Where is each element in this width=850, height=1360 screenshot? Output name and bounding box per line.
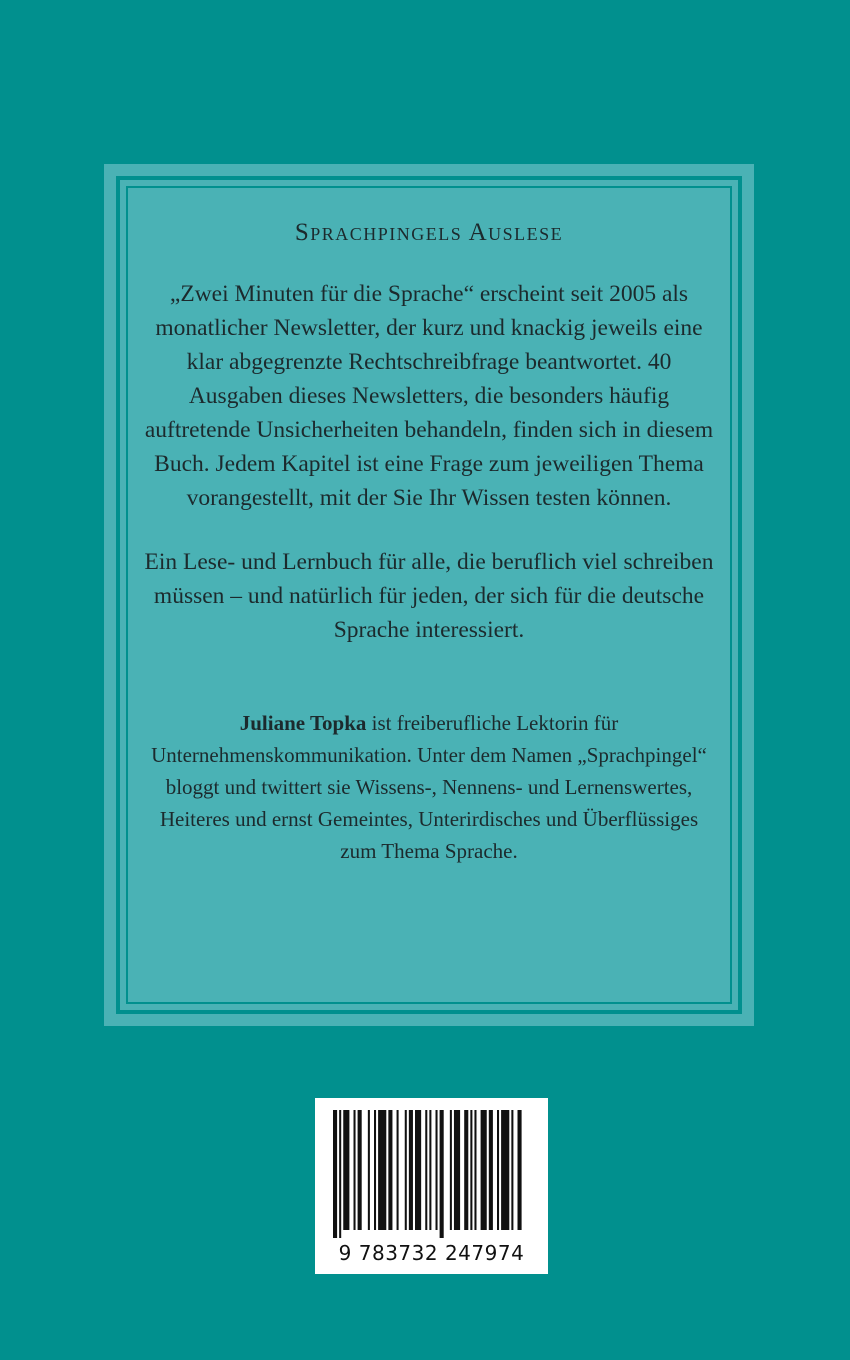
barcode-bar xyxy=(405,1110,407,1230)
barcode-bar xyxy=(378,1110,386,1230)
barcode-bar xyxy=(415,1110,421,1230)
barcode-bar xyxy=(368,1110,370,1230)
barcode-bar xyxy=(489,1110,493,1230)
blurb-panel xyxy=(104,164,754,1026)
barcode-bar xyxy=(511,1110,513,1230)
barcode-bar xyxy=(358,1110,362,1230)
barcode-bar xyxy=(343,1110,349,1230)
author-bio-text: ist freiberufliche Lektorin für Unternehmenskommunikation. Unter dem Namen „Sprachpingel“ bloggt und twittert sie Wissens-, Nennens- und Lernenswertes, Heiteres und ernst Gemeintes, Unterirdisches und Überflüssiges zum Thema Sprache. xyxy=(151,711,707,863)
barcode-bar xyxy=(339,1110,341,1238)
book-title: Sprachpingels Auslese xyxy=(294,219,564,246)
barcode-bar xyxy=(429,1110,431,1230)
author-name: Juliane Topka xyxy=(239,711,367,735)
barcode-bar xyxy=(474,1110,476,1230)
author-bio xyxy=(142,707,717,867)
barcode-bar xyxy=(501,1110,509,1230)
blurb-paragraph-1: „Zwei Minuten für die Sprache“ erscheint seit 2005 als monatlicher Newsletter, der kurz und knackig jeweils eine klar abgegrenzte Rechtschreibfrage beantwortet. 40 Ausgaben dieses Newsletters, die besonders häufig auftretende Unsicherheiten behandeln, finden sich in diesem Buch. Jedem Kapitel ist eine Frage zum jeweiligen Thema vorangestellt, mit der Sie Ihr Wissen testen können. xyxy=(144,281,714,511)
barcode-bar xyxy=(481,1110,487,1230)
barcode-bar xyxy=(409,1110,413,1230)
isbn-number: 9 783732 247974 xyxy=(338,1241,525,1265)
barcode-bar xyxy=(470,1110,472,1230)
barcode-bar xyxy=(354,1110,356,1230)
barcode-bar xyxy=(374,1110,376,1230)
barcode-icon xyxy=(327,1110,536,1238)
barcode-bar xyxy=(518,1110,522,1230)
barcode-bar xyxy=(454,1110,460,1230)
barcode-bar xyxy=(440,1110,444,1238)
barcode-bar xyxy=(436,1110,438,1230)
barcode-box xyxy=(315,1098,548,1274)
barcode-bar xyxy=(333,1110,337,1238)
barcode-bar xyxy=(464,1110,468,1230)
barcode-bar xyxy=(388,1110,392,1230)
barcode-bar xyxy=(397,1110,399,1230)
barcode-bar xyxy=(497,1110,499,1230)
barcode-bar xyxy=(425,1110,427,1230)
blurb-paragraph-2: Ein Lese- und Lernbuch für alle, die beruflich viel schreiben müssen – und natürlich für jeden, der sich für die deutsche Sprache interessiert. xyxy=(144,549,714,643)
blurb-content xyxy=(134,219,724,897)
barcode-bar xyxy=(450,1110,452,1230)
